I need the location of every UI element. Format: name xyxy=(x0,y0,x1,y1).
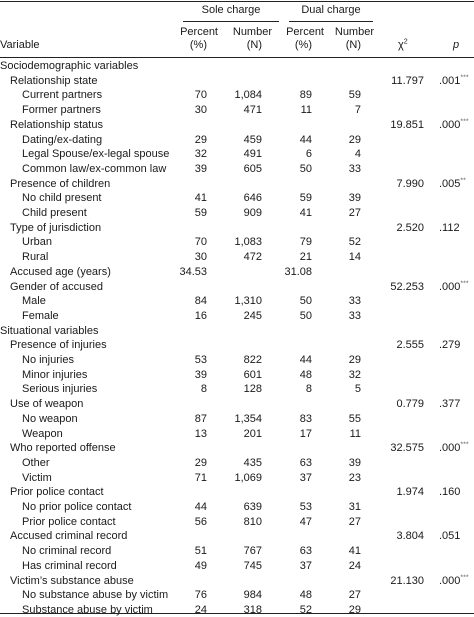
variable-label: Presence of injuries xyxy=(10,339,107,351)
category-label: Dating/ex-dating xyxy=(22,134,103,146)
cell-sole-percent: 51 xyxy=(194,545,207,557)
cell-dual-percent: 48 xyxy=(299,369,312,381)
cell-dual-percent: 79 xyxy=(299,236,312,248)
cell-dual-number: 27 xyxy=(348,589,361,601)
cell-dual-number: 39 xyxy=(348,192,361,204)
cell-dual-number: 59 xyxy=(348,89,361,101)
cell-dual-percent: 53 xyxy=(299,501,312,513)
category-label: Child present xyxy=(22,207,87,219)
cell-sole-percent: 44 xyxy=(194,501,207,513)
significance-stars: *** xyxy=(460,574,469,582)
category-label: Serious injuries xyxy=(22,383,98,395)
cell-sole-percent: 41 xyxy=(194,192,207,204)
cell-sole-percent: 70 xyxy=(194,236,207,248)
cell-dual-number: 31 xyxy=(348,501,361,513)
cell-sole-number: 646 xyxy=(243,192,262,204)
col-header-dual-number-1: Number xyxy=(334,26,374,38)
cell-sole-percent: 24 xyxy=(194,604,207,616)
category-label: Legal Spouse/ex-legal spouse xyxy=(22,148,170,160)
cell-p-value: .000*** xyxy=(439,118,469,131)
cell-dual-percent: 44 xyxy=(299,134,312,146)
cell-chi-square: 52.253 xyxy=(390,281,424,293)
cell-chi-square: 2.520 xyxy=(396,222,424,234)
cell-dual-percent: 50 xyxy=(299,310,312,322)
cell-dual-number: 41 xyxy=(348,545,361,557)
cell-sole-percent: 76 xyxy=(194,589,207,601)
cell-sole-number: 1,084 xyxy=(234,89,262,101)
cell-dual-number: 52 xyxy=(348,236,361,248)
variable-label: Use of weapon xyxy=(10,398,84,410)
variable-label: Accused criminal record xyxy=(10,530,128,542)
cell-sole-number: 459 xyxy=(243,134,262,146)
category-label: Prior police contact xyxy=(22,516,116,528)
cell-dual-number: 33 xyxy=(348,310,361,322)
category-label: Has criminal record xyxy=(22,560,117,572)
cell-sole-number: 201 xyxy=(243,428,262,440)
cell-dual-number: 29 xyxy=(348,134,361,146)
category-label: Urban xyxy=(22,236,52,248)
cell-sole-number: 1,069 xyxy=(234,472,262,484)
cell-sole-percent: 70 xyxy=(194,89,207,101)
cell-sole-number: 984 xyxy=(243,589,262,601)
cell-chi-square: 3.804 xyxy=(396,530,424,542)
group-header-dual: Dual charge xyxy=(301,4,361,16)
cell-dual-number: 27 xyxy=(348,516,361,528)
variable-label: Prior police contact xyxy=(10,486,104,498)
cell-sole-number: 639 xyxy=(243,501,262,513)
cell-sole-number: 822 xyxy=(243,354,262,366)
cell-sole-percent: 39 xyxy=(194,369,207,381)
cell-sole-percent: 29 xyxy=(194,457,207,469)
category-label: Rural xyxy=(22,251,49,263)
cell-sole-number: 471 xyxy=(243,104,262,116)
cell-dual-number: 33 xyxy=(348,295,361,307)
cell-dual-percent: 21 xyxy=(299,251,312,263)
section-label: Sociodemographic variables xyxy=(0,60,139,72)
col-header-variable: Variable xyxy=(0,39,40,51)
category-label: Former partners xyxy=(22,104,101,116)
cell-dual-percent: 31.08 xyxy=(284,266,312,278)
cell-sole-number: 745 xyxy=(243,560,262,572)
col-header-dual-number-2: (N) xyxy=(345,39,361,51)
cell-sole-percent: 30 xyxy=(194,104,207,116)
cell-sole-number: 1,083 xyxy=(234,236,262,248)
cell-chi-square: 11.797 xyxy=(391,75,424,87)
cell-chi-square: 1.974 xyxy=(396,486,424,498)
cell-sole-percent: 30 xyxy=(194,251,207,263)
cell-sole-number: 245 xyxy=(243,310,262,322)
cell-dual-number: 24 xyxy=(348,560,361,572)
cell-dual-number: 27 xyxy=(348,207,361,219)
cell-dual-number: 55 xyxy=(348,413,361,425)
section-label: Situational variables xyxy=(0,325,99,337)
cell-sole-number: 318 xyxy=(243,604,262,616)
cell-dual-number: 4 xyxy=(354,148,361,160)
cell-p-value: .000*** xyxy=(439,280,469,293)
cell-p-value: .001*** xyxy=(439,74,469,87)
group-header-sole: Sole charge xyxy=(201,4,261,16)
cell-p-value: .005** xyxy=(439,177,466,190)
variable-label: Gender of accused xyxy=(10,281,103,293)
cell-sole-percent: 56 xyxy=(194,516,207,528)
cell-p-value: .112 xyxy=(439,222,460,234)
cell-dual-percent: 8 xyxy=(305,383,312,395)
category-label: No child present xyxy=(22,192,102,204)
cell-dual-percent: 50 xyxy=(299,295,312,307)
category-label: Victim xyxy=(22,472,52,484)
cell-dual-number: 29 xyxy=(348,604,361,616)
cell-dual-percent: 47 xyxy=(299,516,312,528)
cell-dual-percent: 48 xyxy=(299,589,312,601)
cell-sole-number: 1,310 xyxy=(234,295,262,307)
cell-dual-percent: 17 xyxy=(299,428,312,440)
cell-sole-number: 909 xyxy=(243,207,262,219)
cell-p-value: .377 xyxy=(439,398,461,410)
category-label: Common law/ex-common law xyxy=(22,163,167,175)
cell-sole-number: 472 xyxy=(243,251,262,263)
category-label: Current partners xyxy=(22,89,103,101)
col-header-dual-percent-1: Percent xyxy=(286,26,324,38)
category-label: No weapon xyxy=(22,413,78,425)
category-label: Weapon xyxy=(22,428,63,440)
cell-dual-percent: 63 xyxy=(299,457,312,469)
category-label: No substance abuse by victim xyxy=(22,589,169,601)
category-label: Minor injuries xyxy=(22,369,88,381)
cell-p-value: .279 xyxy=(439,339,461,351)
col-header-sole-percent-2: (%) xyxy=(189,39,207,51)
cell-dual-percent: 37 xyxy=(299,472,312,484)
cell-dual-number: 32 xyxy=(348,369,361,381)
variable-label: Type of jurisdiction xyxy=(10,222,102,234)
variable-label: Victim’s substance abuse xyxy=(10,575,134,587)
cell-sole-percent: 13 xyxy=(194,428,207,440)
category-label: No prior police contact xyxy=(22,501,132,513)
cell-sole-percent: 49 xyxy=(194,560,207,572)
category-label: No injuries xyxy=(22,354,74,366)
group-rule-sole xyxy=(183,21,279,22)
col-header-p: p xyxy=(453,39,460,51)
variable-label: Relationship state xyxy=(10,75,98,87)
cell-dual-percent: 37 xyxy=(299,560,312,572)
significance-stars: *** xyxy=(460,441,469,449)
cell-sole-number: 810 xyxy=(243,516,262,528)
cell-sole-percent: 87 xyxy=(194,413,207,425)
cell-p-value: .000*** xyxy=(439,574,469,587)
category-label: Female xyxy=(22,310,59,322)
cell-p-value: .160 xyxy=(439,486,461,498)
significance-stars: *** xyxy=(460,118,469,126)
cell-sole-number: 605 xyxy=(243,163,262,175)
variable-label: Relationship status xyxy=(10,119,103,131)
cell-chi-square: 32.575 xyxy=(390,442,424,454)
cell-dual-percent: 41 xyxy=(299,207,312,219)
cell-chi-square: 7.990 xyxy=(396,178,424,190)
cell-sole-percent: 16 xyxy=(194,310,207,322)
cell-sole-percent: 8 xyxy=(200,383,207,395)
category-label: No criminal record xyxy=(22,545,112,557)
cell-dual-percent: 44 xyxy=(299,354,312,366)
category-label: Other xyxy=(22,457,50,469)
bottom-rule xyxy=(0,613,474,614)
cell-sole-percent: 32 xyxy=(194,148,207,160)
cell-p-value: .000*** xyxy=(439,441,469,454)
cell-sole-percent: 34.53 xyxy=(179,266,207,278)
significance-stars: *** xyxy=(460,74,469,82)
top-rule xyxy=(0,1,474,2)
cell-dual-number: 23 xyxy=(348,472,361,484)
cell-sole-number: 601 xyxy=(243,369,262,381)
col-header-sole-number-1: Number xyxy=(232,26,272,38)
cell-sole-number: 767 xyxy=(243,545,262,557)
cell-dual-percent: 11 xyxy=(300,104,312,116)
cell-dual-percent: 6 xyxy=(305,148,312,160)
cell-dual-percent: 59 xyxy=(299,192,312,204)
cell-sole-percent: 39 xyxy=(194,163,207,175)
cell-sole-percent: 59 xyxy=(194,207,207,219)
cell-chi-square: 21.130 xyxy=(390,575,424,587)
cell-p-value: .051 xyxy=(439,530,461,542)
cell-chi-square: 19.851 xyxy=(390,119,424,131)
cell-dual-number: 29 xyxy=(348,354,361,366)
cell-chi-square: 0.779 xyxy=(396,398,424,410)
cell-dual-percent: 83 xyxy=(299,413,312,425)
group-rule-dual xyxy=(289,21,373,22)
cell-sole-percent: 71 xyxy=(194,472,207,484)
cell-dual-number: 11 xyxy=(349,428,361,440)
cell-dual-percent: 63 xyxy=(299,545,312,557)
cell-sole-number: 1,354 xyxy=(234,413,262,425)
col-header-dual-percent-2: (%) xyxy=(294,39,312,51)
cell-dual-number: 33 xyxy=(348,163,361,175)
cell-sole-number: 128 xyxy=(243,383,262,395)
cell-sole-percent: 29 xyxy=(194,134,207,146)
col-header-sole-percent-1: Percent xyxy=(180,26,218,38)
category-label: Substance abuse by victim xyxy=(22,604,153,616)
variable-label: Accused age (years) xyxy=(10,266,111,278)
cell-dual-number: 5 xyxy=(354,383,361,395)
variable-label: Who reported offense xyxy=(10,442,116,454)
cell-dual-number: 7 xyxy=(354,104,361,116)
cell-chi-square: 2.555 xyxy=(396,339,424,351)
cell-sole-number: 435 xyxy=(243,457,262,469)
significance-stars: ** xyxy=(460,177,466,185)
cell-dual-percent: 50 xyxy=(299,163,312,175)
cell-sole-percent: 84 xyxy=(194,295,207,307)
cell-sole-number: 491 xyxy=(243,148,262,160)
significance-stars: *** xyxy=(460,280,469,288)
cell-dual-percent: 52 xyxy=(299,604,312,616)
variable-label: Presence of children xyxy=(10,178,111,190)
col-header-chi: $\chi^2$ xyxy=(398,38,408,51)
cell-dual-number: 39 xyxy=(348,457,361,469)
category-label: Male xyxy=(22,295,46,307)
cell-dual-percent: 89 xyxy=(299,89,312,101)
col-header-sole-number-2: (N) xyxy=(246,39,262,51)
cell-dual-number: 14 xyxy=(348,251,361,263)
header-rule xyxy=(0,57,474,58)
cell-sole-percent: 53 xyxy=(194,354,207,366)
